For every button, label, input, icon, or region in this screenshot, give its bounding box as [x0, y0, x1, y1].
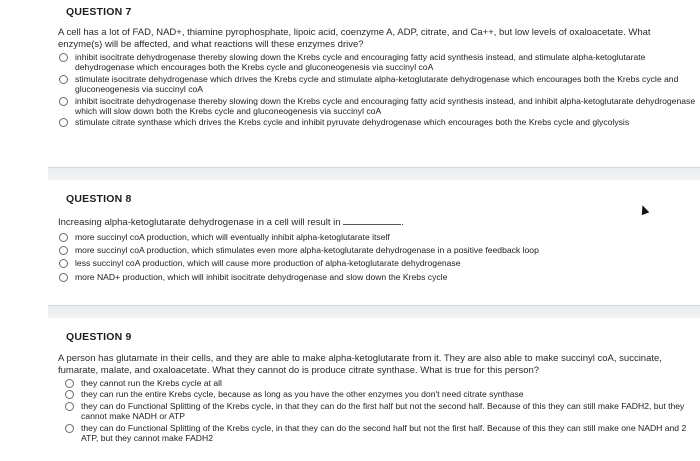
q7-option-1[interactable]: [59, 52, 696, 73]
option-label: they can do Functional Splitting of the Krebs cycle, in that they can do the first half but not the second half. Because of this they can still make FADH2, but they cannot make NADH or ATP: [81, 400, 685, 422]
question-8: [48, 193, 696, 285]
option-label: inhibit isocitrate dehydrogenase thereby slowing down the Krebs cycle and encouraging fatty acid synthesis instead, and stimulate alpha-ketoglutarate dehydrogenase which encourages both the Krebs cycle and gluconeogenesis via succinyl coA: [75, 52, 646, 73]
option-label: inhibit isocitrate dehydrogenase thereby slowing down the Krebs cycle and encouraging fatty acid synthesis instead, and inhibit alpha-ketoglutarate dehydrogenase which will slow down both the Krebs cycle and gluconeogenesis via succinyl coA: [75, 95, 696, 117]
question-9: [48, 331, 696, 444]
question-8-text-end: .: [401, 217, 404, 228]
option-label: stimulate citrate synthase which drives the Krebs cycle and inhibit pyruvate dehydrogenase which encourages both the Krebs cycle and glycolysis: [75, 117, 630, 128]
radio-button[interactable]: [59, 75, 68, 84]
option-label: more succinyl coA production, which will eventually inhibit alpha-ketoglutarate itself: [75, 231, 390, 242]
radio-button[interactable]: [59, 233, 68, 242]
radio-button[interactable]: [65, 379, 74, 388]
q8-option-4[interactable]: [59, 272, 696, 282]
q9-option-3[interactable]: [65, 401, 696, 422]
q9-option-2[interactable]: [65, 389, 696, 399]
q8-option-1[interactable]: [59, 232, 696, 242]
question-7-title: QUESTION 7: [66, 6, 132, 18]
option-label: less succinyl coA production, which will cause more production of alpha-ketoglutarate dehydrogenase: [75, 258, 461, 269]
question-8-text: [58, 216, 696, 229]
question-8-text-start: Increasing alpha-ketoglutarate dehydrogenase in a cell will result in: [58, 217, 341, 228]
option-label: they can run the entire Krebs cycle, because as long as you have the other enzymes you don't need citrate synthase: [81, 389, 524, 400]
radio-button[interactable]: [65, 424, 74, 433]
radio-button[interactable]: [59, 246, 68, 255]
question-7: [48, 6, 696, 129]
radio-button[interactable]: [59, 118, 68, 127]
option-label: they cannot run the Krebs cycle at all: [81, 378, 222, 388]
q8-option-2[interactable]: [59, 245, 696, 255]
question-9-options: [54, 378, 696, 443]
option-label: more NAD+ production, which will inhibit isocitrate dehydrogenase and slow down the Krebs cycle: [75, 271, 448, 282]
option-label: stimulate isocitrate dehydrogenase which drives the Krebs cycle and stimulate alpha-ketoglutarate dehydrogenase which encourages both the Krebs cycle and gluconeogenesis via succinyl coA: [75, 73, 679, 95]
question-7-options: [48, 52, 696, 128]
question-divider: [48, 167, 700, 180]
question-9-text: A person has glutamate in their cells, and they are able to make alpha-ketoglutarate from it. They are also able to make succinyl coA, succinate, fumarate, malate, and oxaloacetate. What they cannot do is produce citrate synthase. What is true for this person?: [58, 353, 662, 376]
option-label: more succinyl coA production, which stimulates even more alpha-ketoglutarate dehydrogenase in a positive feedback loop: [75, 244, 539, 255]
q7-option-4[interactable]: [59, 117, 696, 127]
question-8-options: [48, 232, 696, 283]
question-9-title: QUESTION 9: [66, 331, 132, 343]
q7-option-2[interactable]: [59, 74, 696, 95]
radio-button[interactable]: [59, 259, 68, 268]
radio-button[interactable]: [59, 97, 68, 106]
answer-blank: [343, 216, 401, 225]
question-8-title: QUESTION 8: [66, 193, 132, 205]
radio-button[interactable]: [65, 390, 74, 399]
radio-button[interactable]: [59, 53, 68, 62]
q8-option-3[interactable]: [59, 258, 696, 268]
q7-option-3[interactable]: [59, 96, 696, 117]
q9-option-1[interactable]: [65, 378, 696, 388]
radio-button[interactable]: [59, 273, 68, 282]
radio-button[interactable]: [65, 402, 74, 411]
question-divider: [48, 305, 700, 318]
question-7-text: A cell has a lot of FAD, NAD+, thiamine pyrophosphate, lipoic acid, coenzyme A, ADP, citrate, and Ca++, but low levels of oxaloacetate. What enzyme(s) will be affected, and what reactions will these enzymes drive?: [58, 27, 651, 50]
q9-option-4[interactable]: [65, 423, 696, 444]
option-label: they can do Functional Splitting of the Krebs cycle, in that they can do the second half but not the first half. Because of this they can still make one NADH and 2 ATP, but they cannot make FADH2: [81, 422, 687, 444]
